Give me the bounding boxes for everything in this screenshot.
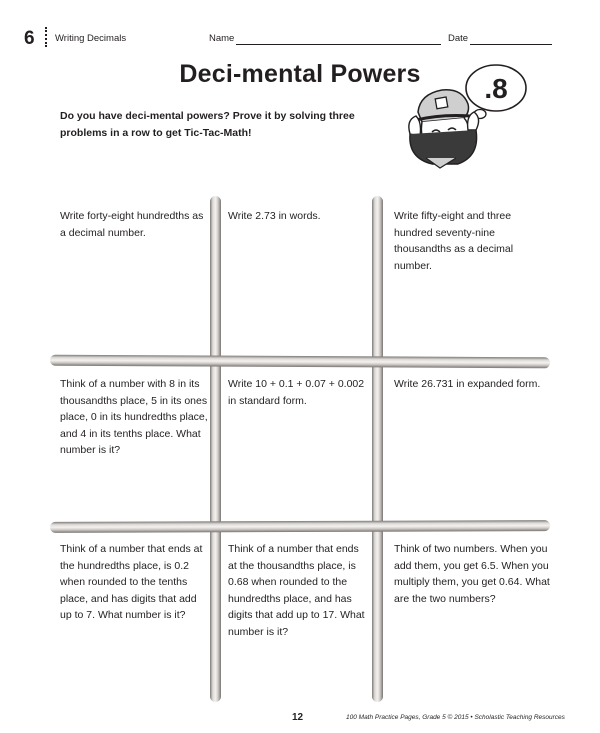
page-number: 6 [24,28,35,49]
problem-cell-3: Write fifty-eight and three hundred seventy-nine thousandths as a decimal number. [394,210,514,272]
name-label: Name [209,33,235,44]
footer-credit: 100 Math Practice Pages, Grade 5 © 2015 • Scholastic Teaching Resources [346,714,565,721]
problem-cell-9: Think of two numbers. When you add them, you get 6.5. When you multiply them, you get 0.64. What are the two numbers? [394,543,550,605]
grid-stick-horizontal-2 [50,520,550,533]
problem-cell-8: Think of a number that ends at the thousandths place, is 0.68 when rounded to the hundredths place, and has digits that add up to 17. What number is it? [228,543,365,638]
page-title: Deci-mental Powers [179,60,421,88]
problem-cell-7: Think of a number that ends at the hundredths place, is 0.2 when rounded to the tenths place, and has digits that add up to 7. What number is it? [60,543,203,621]
problem-cell-6: Write 26.731 in expanded form. [394,378,541,390]
problem-cell-2: Write 2.73 in words. [228,210,321,222]
grid-stick-vertical-1 [210,196,221,702]
footer-page-number: 12 [292,712,304,723]
date-field[interactable] [470,44,552,45]
intro-text: Do you have deci-mental powers? Prove it by solving three problems in a row to get Tic-Tac-Math! [60,110,355,139]
thought-text: .8 [484,73,508,104]
dotted-divider [45,27,49,47]
problem-cell-4: Think of a number with 8 in its thousandths place, 5 in its ones place, 0 in its hundredths place, and 4 in its tenths place. What number is it? [60,378,208,456]
thinking-kid-icon [402,60,534,210]
section-title: Writing Decimals [55,33,127,44]
name-field[interactable] [236,44,441,45]
grid-stick-vertical-2 [372,196,383,702]
problem-cell-5: Write 10 + 0.1 + 0.07 + 0.002 in standard form. [228,378,365,407]
problem-cell-1: Write forty-eight hundredths as a decimal number. [60,210,204,239]
date-label: Date [448,33,469,44]
grid-stick-horizontal-1 [50,355,550,369]
